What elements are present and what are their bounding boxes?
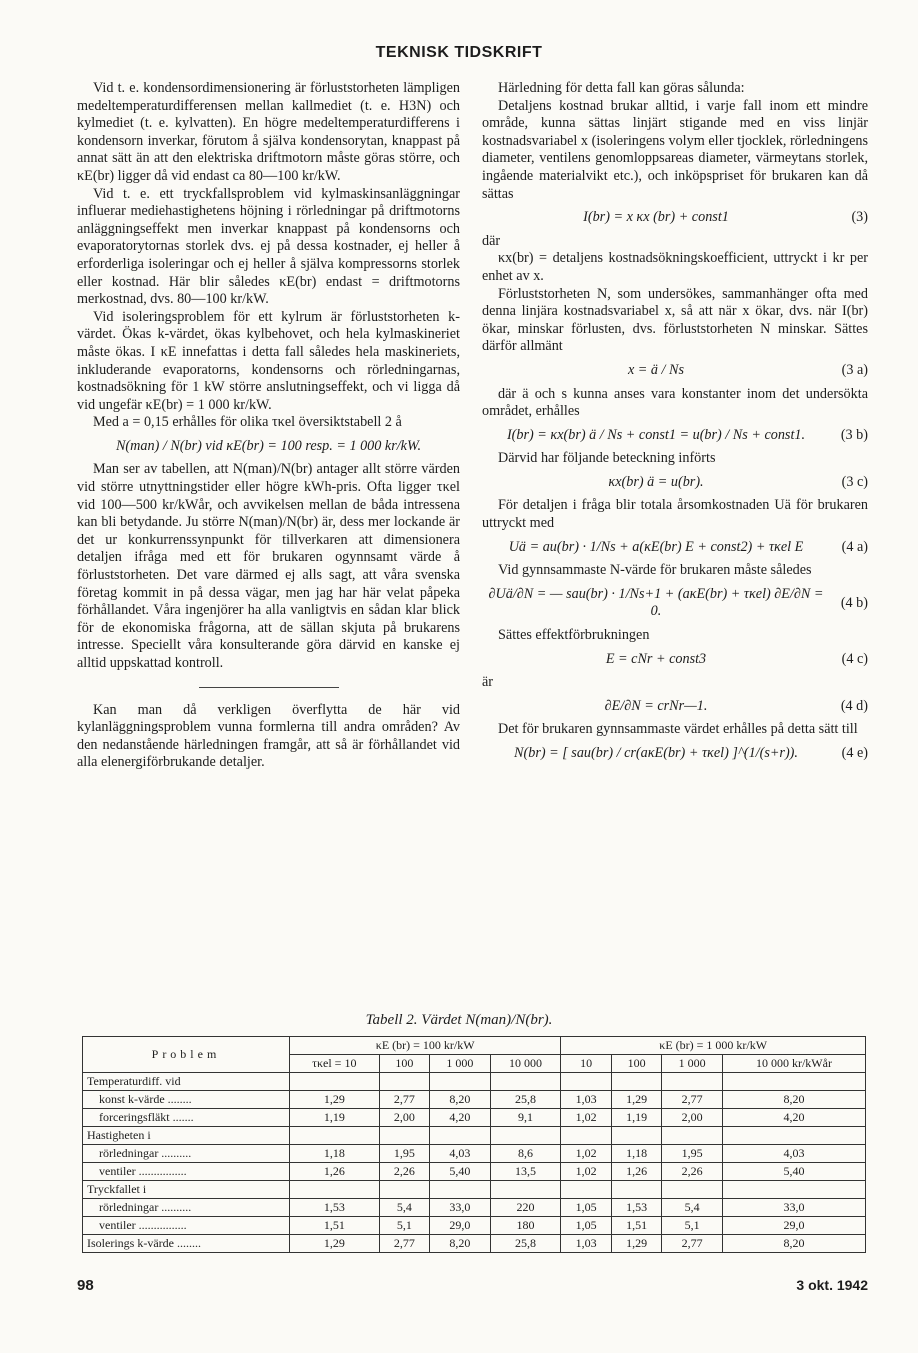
table-caption: Tabell 2. Värdet N(man)/N(br).: [365, 1012, 553, 1028]
table-cell: [430, 1127, 491, 1145]
row-label: rörledningar ..........: [83, 1199, 290, 1217]
paragraph: Vid t. e. ett tryckfallsproblem vid kylmaskinsanläggningar influerar mediehastighetens höjning i rörledningar på driftmotorns anläggningseffekt men inverkar knappast på kondensorns och evaporatorytornas storlek dvs. ej på dessa kostnader, ej heller å erforderliga isoleringar och ej heller å själva kompressorns storlek eller kostnad. Här blir således κE(br) endast = driftmotorns merkostnad, dvs. 80—100 kr/kW.: [77, 185, 460, 308]
table-cell: 1,26: [611, 1163, 661, 1181]
table-cell: [611, 1127, 661, 1145]
equation-4c: E = cNr + const3 (4 c): [605, 650, 868, 667]
paragraph: är: [482, 674, 494, 691]
table-cell: 1,02: [561, 1145, 611, 1163]
table-cell: [611, 1073, 661, 1091]
table-cell: 33,0: [430, 1199, 491, 1217]
row-label: rörledningar ..........: [83, 1145, 290, 1163]
paragraph: Vid isoleringsproblem för ett kylrum är förluststorheten k-värdet. Ökas k-värdet, ökas kylbehovet, och hela kylmaskineriet måste ökas. I κE innefattas i detta fall således hela maskineriets, inkluderande evaporatorns, kondensorns och rörledningarnas, kostnadsökning för 1 kW större anslutningseffekt, och vi ligga då vid ungefär κE(br) = 1 000 kr/kW.: [77, 308, 460, 413]
table-cell: 8,20: [430, 1091, 491, 1109]
col-header: 10: [561, 1055, 611, 1073]
ratio-table: [82, 1036, 866, 1253]
group-header-100: κE (br) = 100 kr/kW: [289, 1037, 560, 1055]
table-cell: 33,0: [722, 1199, 865, 1217]
paragraph: Man ser av tabellen, att N(man)/N(br) antager allt större värden vid större utnyttningstider eller högre kWh-pris. Ofta ligger τκel vid 100—500 kr/kWår, och avvikelsen mellan de båda intressena kan bli betydande. Ju större N(man)/N(br) är, dess mer lockande är det ur konkurrenssynpunkt för tillverkaren att dimensionera detaljen ifråga med ett för brukaren ogynnsamt värde å förluststorheten. Det vare därmed ej alls sagt, att våra svenska företag kommit in på dessa vägar, men jag har här velat påpeka förhållandet. Våra ingenjörer ha alla vanligtvis en sådan klar blick för de ekonomiska frågorna, att de sällan skjuta på brukarens intresse. Speciellt våra konsulterande göra därvid en kanske ej alltid uppskattad kontroll.: [77, 461, 460, 671]
table-cell: 1,18: [289, 1145, 379, 1163]
table-cell: 1,02: [561, 1109, 611, 1127]
section-divider: [199, 687, 339, 688]
table-cell: [490, 1127, 561, 1145]
paragraph: Kan man då verkligen överflytta de här vid kylanläggningsproblem vunna formlerna till andra områden? Av den nedanstående härledningen framgår, att så är förhållandet vid alla elenergiförbrukande detaljer.: [77, 701, 460, 771]
col-header: 10 000 kr/kWår: [722, 1055, 865, 1073]
table-cell: 29,0: [430, 1217, 491, 1235]
table-cell: 1,29: [611, 1091, 661, 1109]
paragraph: Därvid har följande beteckning införts: [498, 450, 716, 467]
table-cell: 2,77: [662, 1091, 723, 1109]
table-row: [83, 1127, 866, 1145]
table-cell: 1,19: [611, 1109, 661, 1127]
left-column: [77, 80, 460, 772]
row-label: Tryckfallet i: [83, 1181, 290, 1199]
issue-date: 3 okt. 1942: [796, 1277, 868, 1293]
table-cell: 1,51: [611, 1217, 661, 1235]
table-cell: [430, 1181, 491, 1199]
table-row: [83, 1181, 866, 1199]
table-cell: 5,40: [722, 1163, 865, 1181]
table-cell: 1,18: [611, 1145, 661, 1163]
table-cell: 5,40: [430, 1163, 491, 1181]
row-label: ventiler ................: [83, 1217, 290, 1235]
col-header: 100: [611, 1055, 661, 1073]
paragraph: där ä och s kunna anses vara konstanter inom det undersökta området, erhålles: [482, 385, 868, 420]
equation-3: I(br) = x κx (br) + const1 (3): [583, 209, 868, 226]
table-cell: 180: [490, 1217, 561, 1235]
table-cell: 1,51: [289, 1217, 379, 1235]
paragraph: För detaljen i fråga blir totala årsomkostnaden Uä för brukaren uttryckt med: [482, 497, 868, 532]
table-cell: 220: [490, 1199, 561, 1217]
table-cell: 8,20: [722, 1235, 865, 1253]
table-cell: 1,29: [289, 1235, 379, 1253]
table-cell: 2,00: [662, 1109, 723, 1127]
table-row: [83, 1199, 866, 1217]
row-label: Hastigheten i: [83, 1127, 290, 1145]
table-cell: 5,4: [662, 1199, 723, 1217]
table-cell: 1,26: [289, 1163, 379, 1181]
col-header: 10 000: [490, 1055, 561, 1073]
row-label: konst k-värde ........: [83, 1091, 290, 1109]
table-cell: 2,77: [379, 1091, 429, 1109]
equation-4d: ∂E/∂N = crNr—1. (4 d): [604, 697, 868, 714]
table-cell: 2,77: [662, 1235, 723, 1253]
table-body: [83, 1073, 866, 1253]
table-cell: 1,29: [289, 1091, 379, 1109]
row-label: Isolerings k-värde ........: [83, 1235, 290, 1253]
paragraph: Härledning för detta fall kan göras sålunda:: [498, 80, 745, 96]
table-cell: 9,1: [490, 1109, 561, 1127]
equation-3b: I(br) = κx(br) ä / Ns + const1 = u(br) / Ns + const1. (3 b): [506, 426, 868, 443]
table-cell: [561, 1127, 611, 1145]
table-cell: 2,26: [662, 1163, 723, 1181]
paragraph: Förluststorheten N, som undersökes, sammanhänger ofta med denna linjära kostnadsvariabel x, så att när x ökar, dvs. när I(br) ökar, minskar förlusten, dvs. förluststorheten N minskar. Sättes därför allmänt: [482, 285, 868, 355]
definition: κx(br) = detaljens kostnadsökningskoefficient, uttryckt i kr per enhet av x.: [482, 250, 868, 284]
paragraph: Det för brukaren gynnsammaste värdet erhålles på detta sätt till: [498, 721, 858, 738]
equation-3c: κx(br) ä = u(br). (3 c): [608, 473, 868, 490]
table-cell: [722, 1181, 865, 1199]
table-row: [83, 1235, 866, 1253]
table-cell: 25,8: [490, 1235, 561, 1253]
paragraph: Detaljens kostnad brukar alltid, i varje fall inom ett mindre område, kunna sättas linjärt stigande med en viss linjär kostnadsvariabel x (isoleringens volym eller tjocklek, rörledningens diameter, ventilens genomloppsareas diameter, värmeytans storlek, ingående materialvikt etc.), och inköpspriset för brukaren kan då sättas: [482, 97, 868, 202]
table-row: [83, 1073, 866, 1091]
equation-4a: Uä = au(br) · 1/Ns + a(κE(br) E + const2) + τκel E (4 a): [508, 538, 868, 555]
table-cell: 29,0: [722, 1217, 865, 1235]
page-number: 98: [77, 1277, 94, 1294]
paragraph: Med a = 0,15 erhålles för olika τκel översiktstabell 2 å: [93, 414, 402, 431]
table-cell: [490, 1181, 561, 1199]
table-cell: 1,29: [611, 1235, 661, 1253]
table-cell: 1,05: [561, 1217, 611, 1235]
table-cell: 5,4: [379, 1199, 429, 1217]
paragraph: Vid gynnsammaste N-värde för brukaren måste således: [498, 562, 812, 579]
table-cell: [289, 1073, 379, 1091]
equation-4e: N(br) = [ sau(br) / cr(aκE(br) + τκel) ]^(1/(s+r)). (4 e): [514, 745, 868, 761]
row-label: Temperaturdiff. vid: [83, 1073, 290, 1091]
table-cell: 1,53: [611, 1199, 661, 1217]
table-cell: 2,00: [379, 1109, 429, 1127]
table-cell: 1,95: [379, 1145, 429, 1163]
equation-3a: x = ä / Ns (3 a): [627, 361, 868, 378]
table-cell: [289, 1181, 379, 1199]
table-cell: [379, 1073, 429, 1091]
table-cell: [379, 1127, 429, 1145]
table-cell: 4,20: [430, 1109, 491, 1127]
table-row: [83, 1217, 866, 1235]
table-cell: [561, 1073, 611, 1091]
group-header-1000: κE (br) = 1 000 kr/kW: [561, 1037, 866, 1055]
table-cell: [379, 1181, 429, 1199]
table-cell: 4,03: [722, 1145, 865, 1163]
table-cell: 1,19: [289, 1109, 379, 1127]
table-cell: 1,95: [662, 1145, 723, 1163]
table-cell: 1,03: [561, 1235, 611, 1253]
col-header: τκel = 10: [289, 1055, 379, 1073]
journal-header: TEKNISK TIDSKRIFT: [375, 44, 543, 61]
problem-header: Problem: [83, 1037, 290, 1073]
ratio-formula: N(man) / N(br) vid κE(br) = 100 resp. = 1 000 kr/kW.: [115, 437, 422, 454]
table-cell: 8,20: [430, 1235, 491, 1253]
table-cell: 4,03: [430, 1145, 491, 1163]
col-header: 100: [379, 1055, 429, 1073]
table-cell: 5,1: [662, 1217, 723, 1235]
table-cell: [722, 1127, 865, 1145]
table-cell: [662, 1127, 723, 1145]
table-cell: 4,20: [722, 1109, 865, 1127]
table-cell: [722, 1073, 865, 1091]
table-cell: 25,8: [490, 1091, 561, 1109]
equation-4b: ∂Uä/∂N = — sau(br) · 1/Ns+1 + (aκE(br) + τκel) ∂E/∂N = 0. (4 b): [488, 585, 868, 620]
col-header: 1 000: [662, 1055, 723, 1073]
table-cell: 8,20: [722, 1091, 865, 1109]
table-cell: [430, 1073, 491, 1091]
paragraph: där: [482, 232, 501, 249]
row-label: forceringsfläkt .......: [83, 1109, 290, 1127]
table-cell: 8,6: [490, 1145, 561, 1163]
table-row: [83, 1145, 866, 1163]
right-column: [482, 80, 868, 769]
table-cell: 2,26: [379, 1163, 429, 1181]
table-cell: 1,02: [561, 1163, 611, 1181]
table-cell: 13,5: [490, 1163, 561, 1181]
table-row: [83, 1163, 866, 1181]
paragraph: Sättes effektförbrukningen: [498, 627, 650, 644]
table-cell: [662, 1073, 723, 1091]
table-row: [83, 1091, 866, 1109]
table-row: [83, 1109, 866, 1127]
table-cell: [490, 1073, 561, 1091]
paragraph: Vid t. e. kondensordimensionering är förluststorheten lämpligen medeltemperaturdifferensen mellan kallmediet (t. e. H3N) och kylmediet (t. e. kylvatten). En högre medeltemperaturdifferens i kondensorn inverkar, förutom å själva kondensorytan, knappast på annat sätt än att den elektriska driftmotorn måste göras större, och κE(br) ligger då vid endast ca 80—100 kr/kW.: [77, 80, 460, 184]
table-cell: [561, 1181, 611, 1199]
table-cell: 1,05: [561, 1199, 611, 1217]
table-cell: 2,77: [379, 1235, 429, 1253]
table-cell: 1,53: [289, 1199, 379, 1217]
table-cell: 1,03: [561, 1091, 611, 1109]
table-cell: [289, 1127, 379, 1145]
table-cell: [611, 1181, 661, 1199]
row-label: ventiler ................: [83, 1163, 290, 1181]
table-cell: [662, 1181, 723, 1199]
table-cell: 5,1: [379, 1217, 429, 1235]
col-header: 1 000: [430, 1055, 491, 1073]
